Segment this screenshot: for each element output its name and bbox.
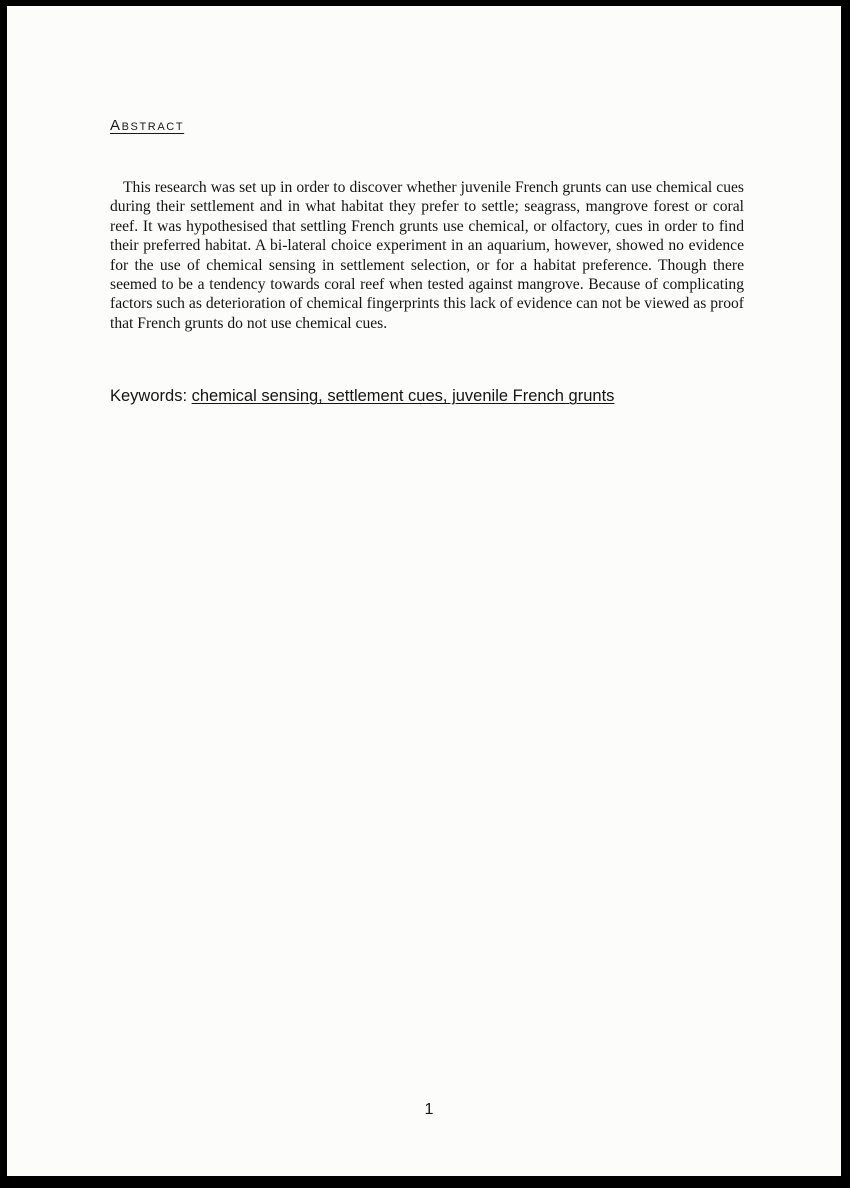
abstract-heading: Abstract <box>110 117 185 134</box>
keywords-line <box>110 387 750 406</box>
abstract-paragraph: This research was set up in order to discover whether juvenile French grunts can use chemical cues during their settlement and in what habitat they prefer to settle; seagrass, mangrove forest or coral reef. It was hypothesised that settling French grunts use chemical, or olfactory, cues in order to find their preferred habitat. A bi-lateral choice experiment in an aquarium, however, showed no evidence for the use of chemical sensing in settlement selection, or for a habitat preference. Though there seemed to be a tendency towards coral reef when tested against mangrove. Because of complicating factors such as deterioration of chemical fingerprints this lack of evidence can not be viewed as proof that French grunts do not use chemical cues. <box>110 179 744 332</box>
keywords-label: Keywords: <box>110 387 188 405</box>
page-number: 1 <box>424 1101 434 1118</box>
keywords-list: chemical sensing, settlement cues, juvenile French grunts <box>191 387 615 405</box>
